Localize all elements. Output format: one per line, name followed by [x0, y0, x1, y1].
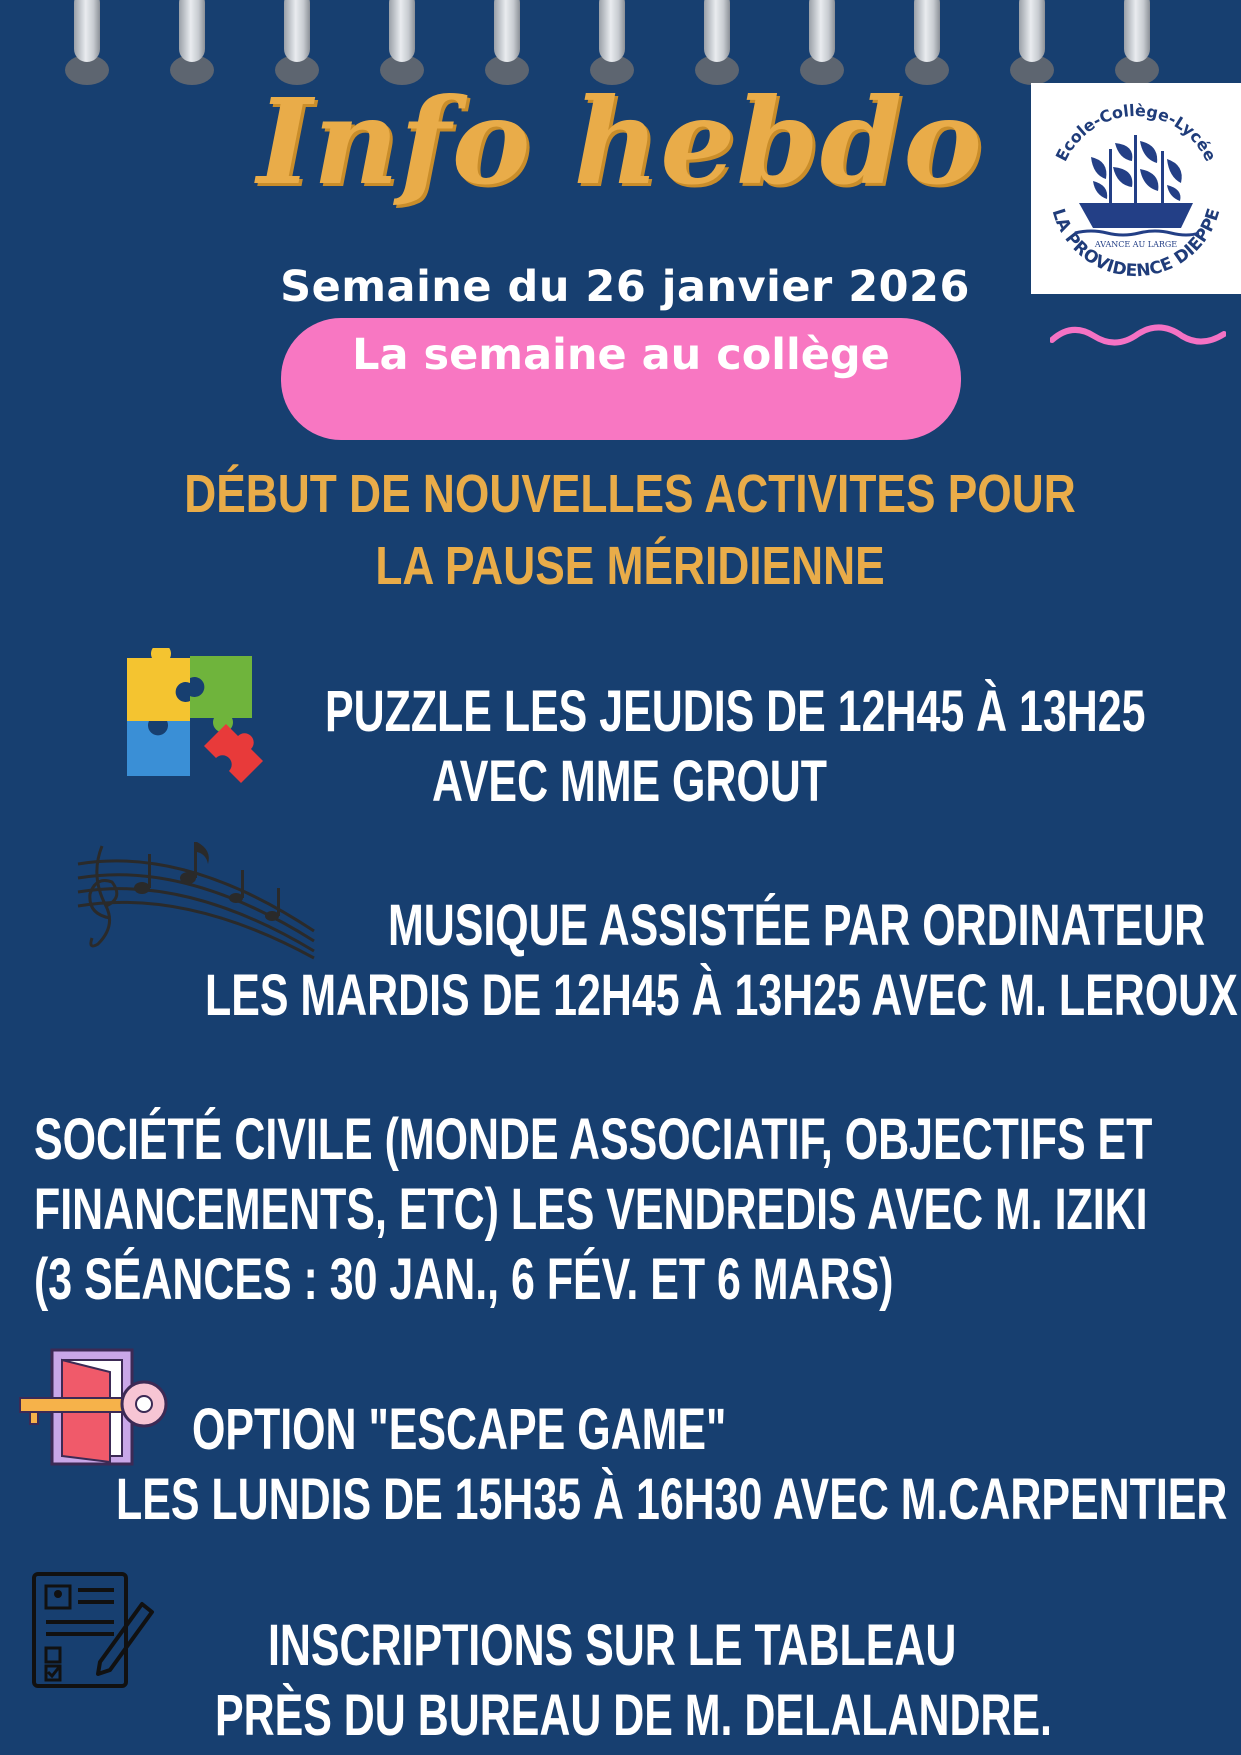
society-line-2: FINANCEMENTS, ETC) LES VENDREDIS AVEC M. IZIKI — [34, 1177, 1148, 1242]
escape-line-2: LES LUNDIS DE 15H35 À 16H30 AVEC M.CARPENTIER — [116, 1467, 1228, 1532]
logo-bottom-text: LA PROVIDENCE DIEPPE — [1047, 206, 1225, 282]
activities-heading: DÉBUT DE NOUVELLES ACTIVITES POUR LA PAUSE MÉRIDIENNE — [184, 464, 1076, 596]
music-line-2: LES MARDIS DE 12H45 À 13H25 AVEC M. LEROUX — [205, 963, 1238, 1028]
puzzle-icon — [122, 648, 272, 798]
logo-motto: AVANCE AU LARGE — [1094, 240, 1178, 249]
school-ship-logo — [1031, 83, 1241, 294]
ring — [284, 0, 310, 62]
week-subtitle: Semaine du 26 janvier 2026 — [280, 262, 970, 312]
signup-line-1: INSCRIPTIONS SUR LE TABLEAU — [268, 1613, 957, 1678]
section-pill — [281, 318, 961, 440]
form-clipboard-icon — [30, 1570, 156, 1692]
puzzle-line-2: AVEC MME GROUT — [432, 749, 828, 814]
ring — [74, 0, 100, 62]
logo-top-text: Ecole-Collège-Lycée — [1051, 100, 1221, 165]
ring — [914, 0, 940, 62]
page-title: Info hebdo — [256, 72, 984, 211]
section-pill-label: La semaine au collège — [352, 330, 890, 380]
ring — [389, 0, 415, 62]
ring — [704, 0, 730, 62]
music-line-1: MUSIQUE ASSISTÉE PAR ORDINATEUR — [388, 893, 1206, 958]
pink-wave-decoration — [1050, 320, 1226, 350]
music-notes-icon — [76, 836, 316, 961]
ring — [1019, 0, 1045, 62]
ring — [599, 0, 625, 62]
escape-door-key-icon — [18, 1346, 170, 1470]
society-line-3: (3 SÉANCES : 30 JAN., 6 FÉV. ET 6 MARS) — [34, 1247, 894, 1312]
ring — [1124, 0, 1150, 62]
ring — [494, 0, 520, 62]
ring — [179, 0, 205, 62]
escape-line-1: OPTION "ESCAPE GAME" — [192, 1397, 727, 1462]
signup-line-2: PRÈS DU BUREAU DE M. DELALANDRE. — [215, 1683, 1052, 1748]
puzzle-line-1: PUZZLE LES JEUDIS DE 12H45 À 13H25 — [325, 679, 1146, 744]
society-line-1: SOCIÉTÉ CIVILE (MONDE ASSOCIATIF, OBJECTIFS ET — [34, 1107, 1153, 1172]
ring — [809, 0, 835, 62]
